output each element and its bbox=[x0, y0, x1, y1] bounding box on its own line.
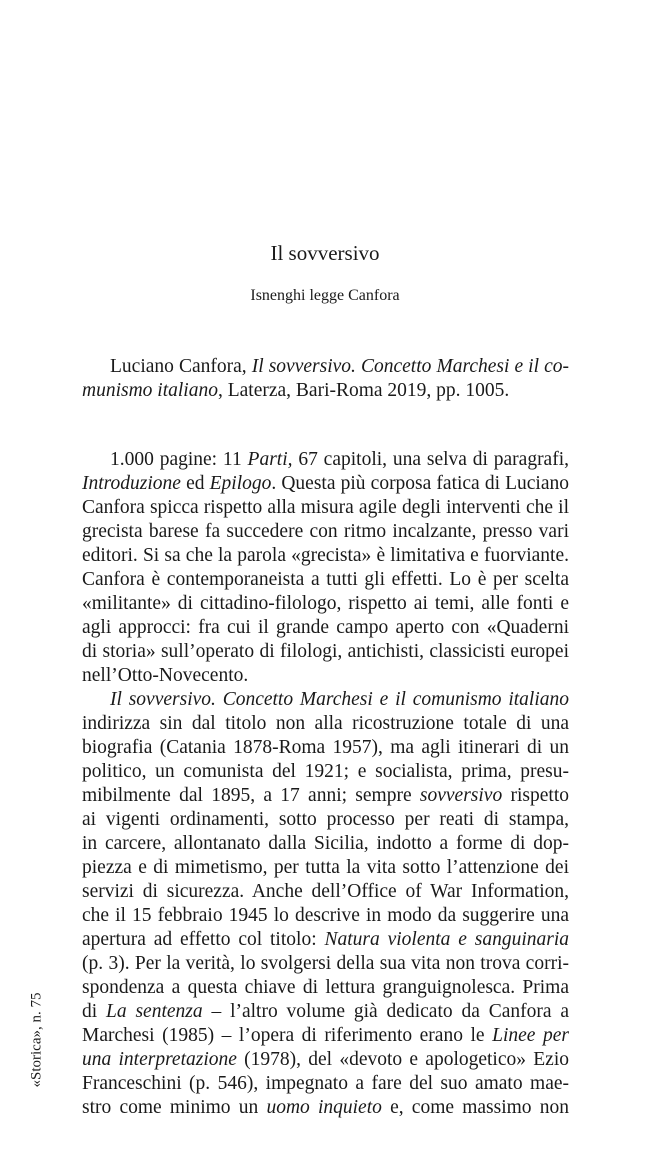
running-head: «Storica», n. 75 bbox=[28, 992, 45, 1088]
body-line: biografia (Catania 1878-Roma 1957), ma agli itinerari di un bbox=[82, 737, 569, 758]
body-line: di La sentenza – l’altro volume già dedicato da Canfora a bbox=[82, 1001, 570, 1022]
body-line: grecista barese fa succedere con ritmo incalzante, presso vari bbox=[82, 521, 569, 542]
body-line: Introduzione ed Epilogo. Questa più corposa fatica di Luciano bbox=[82, 473, 570, 494]
body-line: (p. 3). Per la verità, lo svolgersi della sua vita non trova corri- bbox=[82, 953, 569, 974]
body-line: Marchesi (1985) – l’opera di riferimento erano le Linee per bbox=[82, 1025, 569, 1046]
body-line: nell’Otto-Novecento. bbox=[82, 665, 249, 686]
body-line: 1.000 pagine: 11 Parti, 67 capitoli, una selva di paragrafi, bbox=[110, 449, 569, 470]
reference-line bbox=[82, 355, 569, 379]
reference-line bbox=[82, 379, 569, 403]
body-line: Il sovversivo. Concetto Marchesi e il comunismo italiano bbox=[110, 689, 569, 710]
body-line: di storia» sull’operato di filologi, antichisti, classicisti europei bbox=[82, 641, 569, 662]
body-line: una interpretazione (1978), del «devoto e apologetico» Ezio bbox=[82, 1049, 569, 1070]
page-title: Il sovversivo bbox=[270, 241, 380, 265]
body-line: Franceschini (p. 546), impegnato a fare del suo amato mae- bbox=[82, 1073, 569, 1094]
body-line: che il 15 febbraio 1945 lo descrive in modo da suggerire una bbox=[82, 905, 569, 926]
body-line: stro come minimo un uomo inquieto e, come massimo non bbox=[82, 1097, 569, 1118]
reference-title: munismo italiano bbox=[82, 380, 218, 401]
body-line: Canfora spicca rispetto alla misura agile degli interventi che il bbox=[82, 497, 569, 518]
body-line: servizi di sicurezza. Anche dell’Office of War Information, bbox=[82, 881, 569, 902]
body-line: Canfora è contemporaneista a tutti gli effetti. Lo è per scelta bbox=[82, 569, 569, 590]
body-line: apertura ad effetto col titolo: Natura violenta e sanguinaria bbox=[82, 929, 570, 950]
reference-details: , Laterza, Bari-Roma 2019, pp. 1005. bbox=[217, 380, 510, 401]
body-line: ai vigenti ordinamenti, sotto processo per reati di stampa, bbox=[82, 809, 569, 830]
body-line: piezza e di mimetismo, per tutta la vita sotto l’attenzione dei bbox=[82, 857, 569, 878]
body-line: spondenza a questa chiave di lettura granguignolesca. Prima bbox=[82, 977, 569, 998]
body-line: in carcere, allontanato dalla Sicilia, indotto a forme di dop- bbox=[82, 833, 569, 854]
page-subtitle: Isnenghi legge Canfora bbox=[250, 287, 400, 304]
body-line: editori. Si sa che la parola «grecista» è limitativa e fuorviante. bbox=[82, 545, 569, 566]
reference-title: Il sovversivo. Concetto Marchesi e il co- bbox=[251, 356, 569, 377]
body-line: indirizza sin dal titolo non alla ricostruzione totale di una bbox=[82, 713, 569, 734]
body-line: agli approcci: fra cui il grande campo aperto con «Quaderni bbox=[82, 617, 569, 638]
body-line: mibilmente dal 1895, a 17 anni; sempre sovversivo rispetto bbox=[82, 785, 569, 806]
body-line: «militante» di cittadino-filologo, rispetto ai temi, alle fonti e bbox=[82, 593, 569, 614]
reference-author: Luciano Canfora, bbox=[110, 356, 252, 377]
body-line: politico, un comunista del 1921; e socialista, prima, presu- bbox=[82, 761, 569, 782]
